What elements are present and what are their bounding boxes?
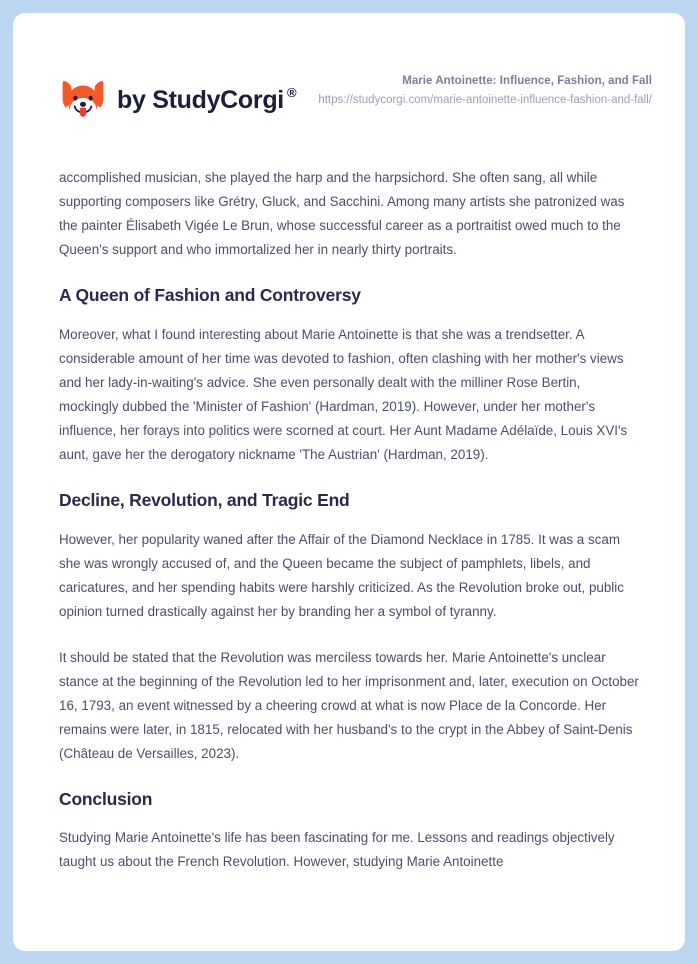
document-url[interactable]: https://studycorgi.com/marie-antoinette-influence-fashion-and-fall/ bbox=[318, 93, 652, 106]
brand-name-text: by StudyCorgi bbox=[117, 85, 284, 114]
brand-wordmark bbox=[117, 84, 297, 114]
section-heading: Decline, Revolution, and Tragic End bbox=[59, 489, 350, 510]
section-paragraph: It should be stated that the Revolution was merciless towards her. Marie Antoinette's unclear stance at the beginning of the Revolution led to her imprisonment and, later, execution on October 16, 1793, an event witnessed by a cheering crowd at what is now Place de la Concorde. Her remains were later, in 1815, relocated with her husband's to the crypt in the Abbey of Saint-Denis (Château de Versailles, 2023). bbox=[59, 649, 639, 761]
article-body bbox=[13, 166, 685, 874]
section-heading: Conclusion bbox=[59, 788, 153, 809]
registered-trademark-icon: ® bbox=[286, 84, 297, 100]
studycorgi-branding[interactable] bbox=[59, 76, 296, 124]
document-source-info bbox=[318, 70, 652, 108]
section-paragraph: However, her popularity waned after the Affair of the Diamond Necklace in 1785. It was a scam she was wrongly accused of, and the Queen became the subject of pamphlets, libels, and caricatures, and her spending habits were harshly criticized. As the Revolution broke out, public opinion turned drastically against her by branding her a symbol of tyranny. bbox=[59, 531, 624, 619]
article-section-decline bbox=[59, 489, 639, 766]
article-section-conclusion bbox=[59, 788, 639, 875]
section-heading: A Queen of Fashion and Controversy bbox=[59, 285, 361, 305]
document-paper bbox=[13, 13, 685, 951]
corgi-face-icon bbox=[59, 76, 107, 124]
article-section-fashion bbox=[59, 284, 639, 467]
section-paragraph: Studying Marie Antoinette's life has been fascinating for me. Lessons and readings objectively taught us about the French Revolution. However, studying Marie Antoinette bbox=[59, 830, 615, 870]
section-paragraph: Moreover, what I found interesting about Marie Antoinette is that she was a trendsetter. A considerable amount of her time was devoted to fashion, often clashing with her mother's views and her lady-in-waiting's advice. She even personally dealt with the milliner Rose Bertin, mockingly dubbed the 'Minister of Fashion' (Hardman, 2019). However, under her mother's influence, her forays into politics were scorned at court. Her Aunt Madame Adélaïde, Louis XVI's aunt, gave her the derogatory nickname 'The Austrian' (Hardman, 2019). bbox=[59, 326, 628, 462]
document-title: Marie Antoinette: Influence, Fashion, and Fall bbox=[402, 75, 652, 87]
intro-paragraph: accomplished musician, she played the harp and the harpsichord. She often sang, all while supporting composers like Grétry, Gluck, and Sacchini. Among many artists she patronized was the painter Élisabeth Vigée Le Brun, whose successful career as a portraitist owed much to the Queen's support and who immortalized her in nearly thirty portraits. bbox=[59, 170, 625, 257]
document-header bbox=[13, 13, 685, 124]
